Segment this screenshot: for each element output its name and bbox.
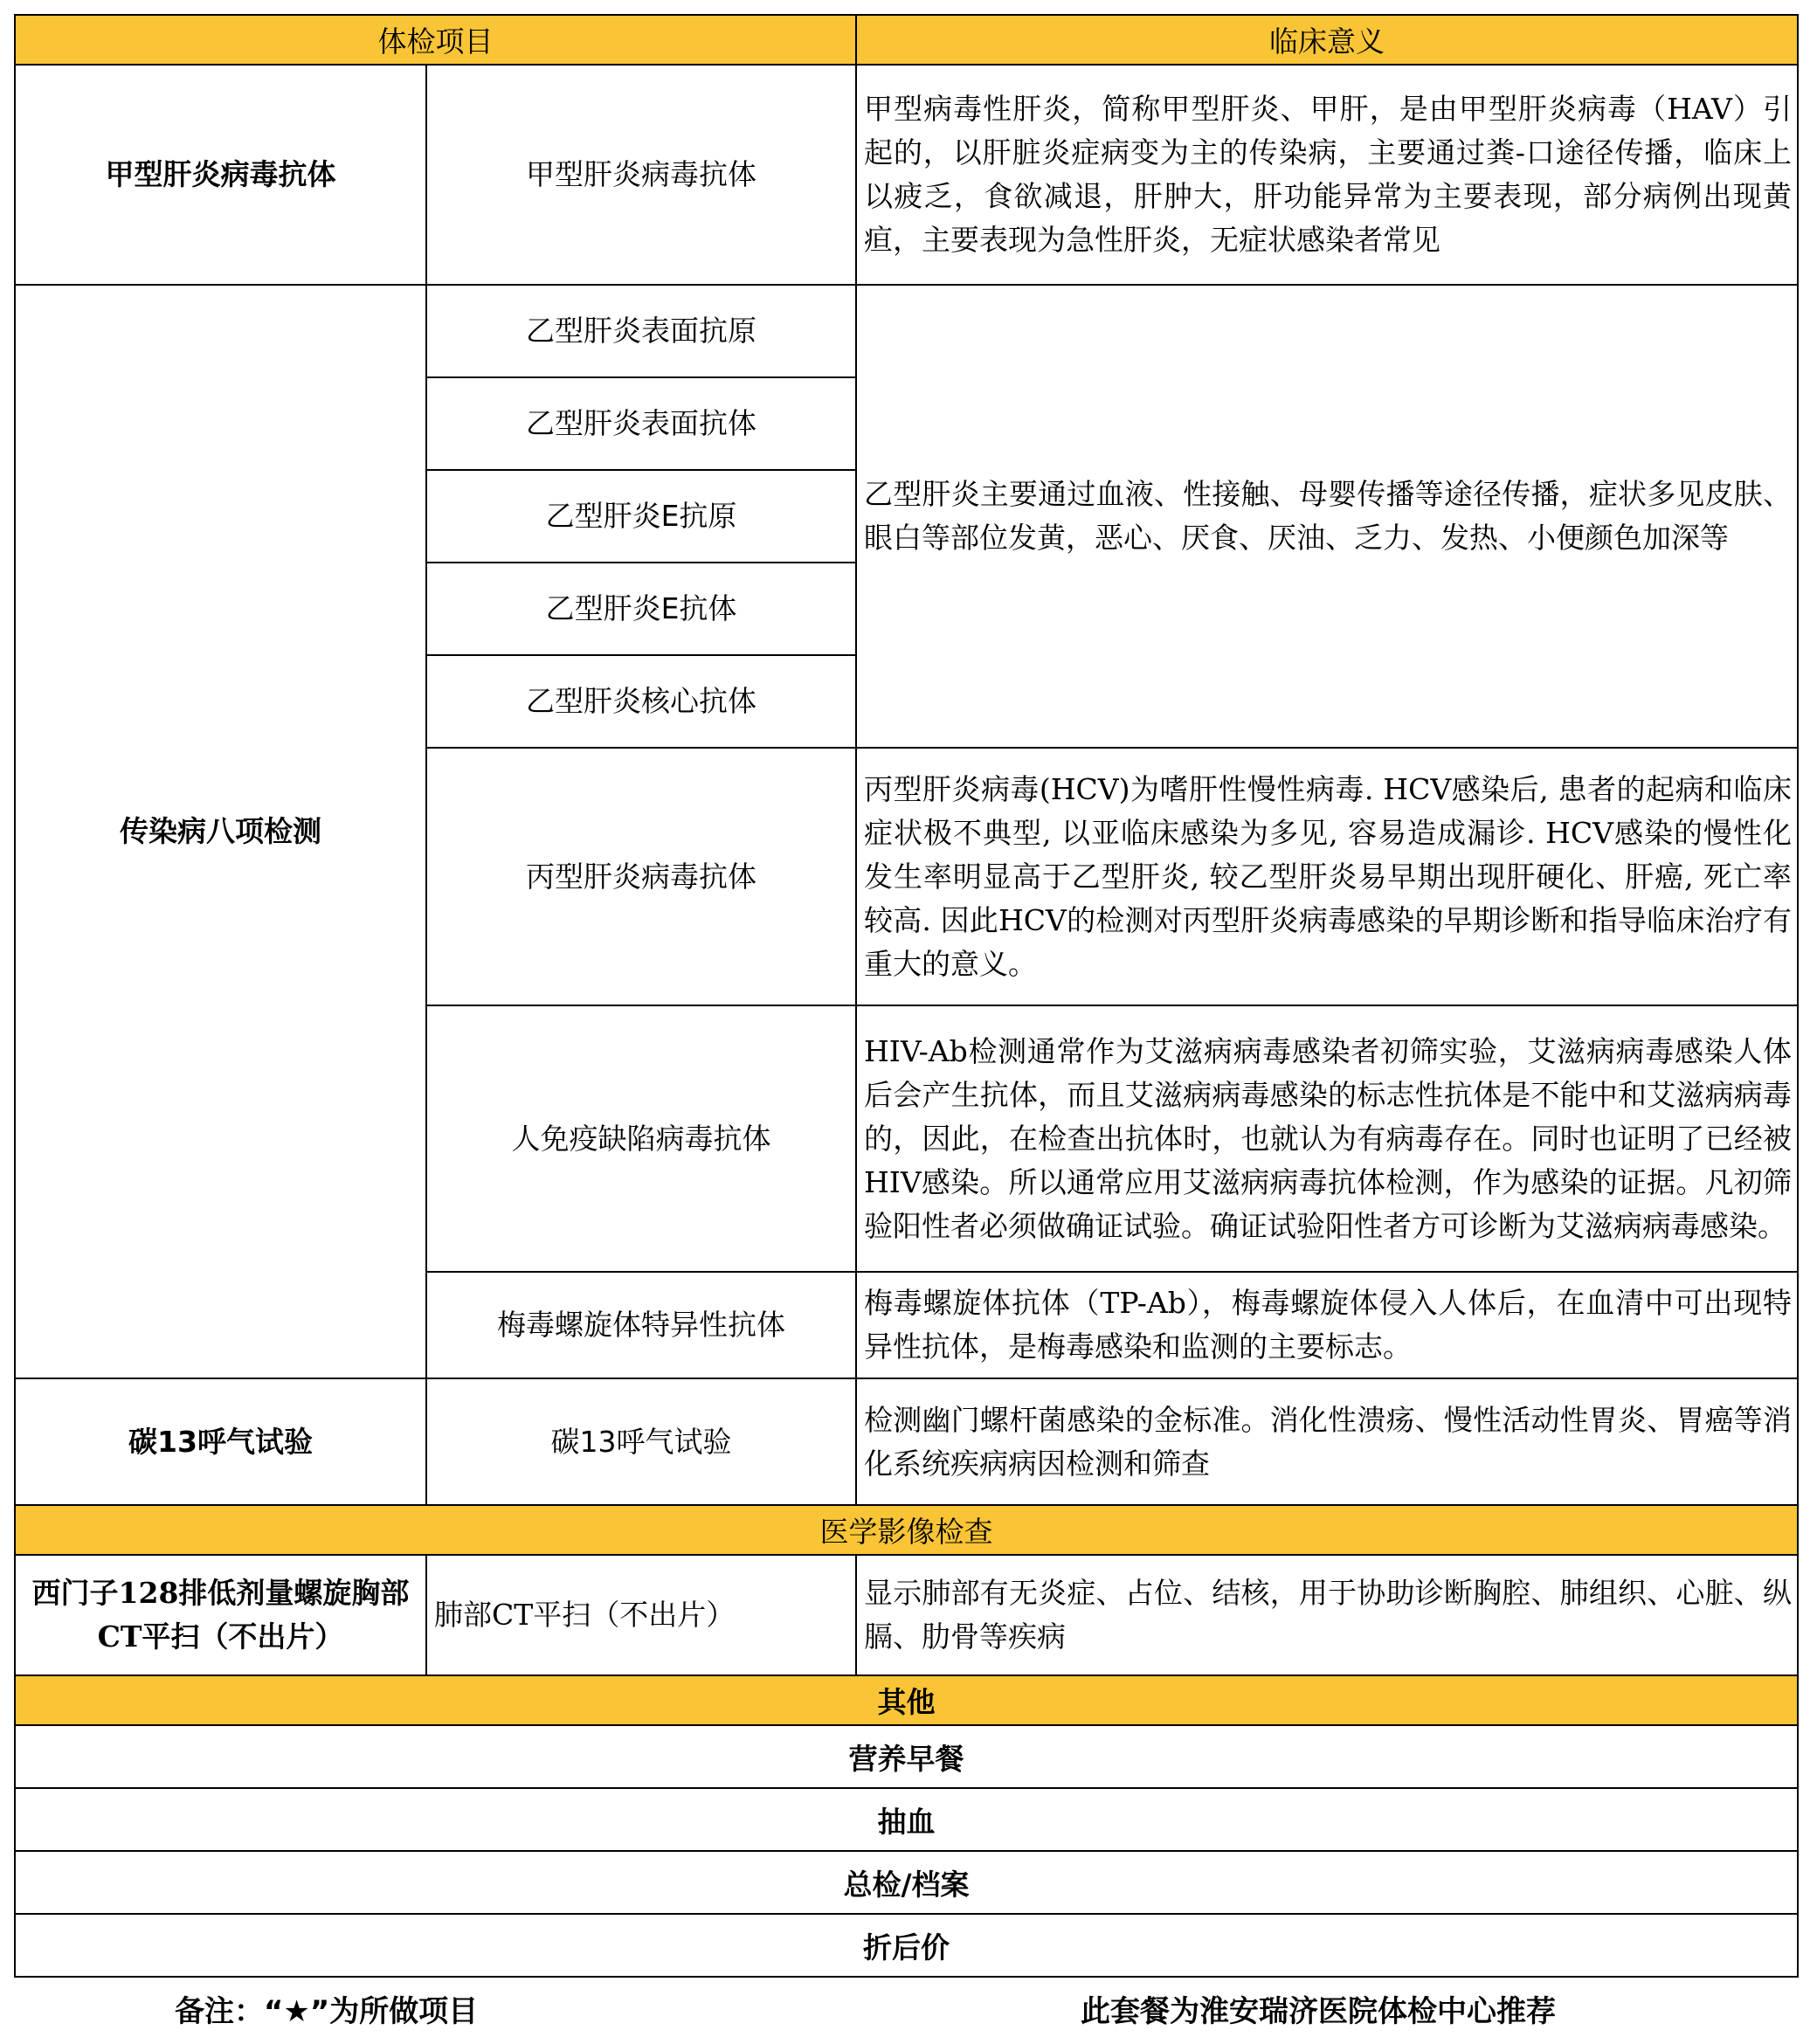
other-summary: 总检/档案 bbox=[15, 1851, 1798, 1914]
item-hiv: 人免疫缺陷病毒抗体 bbox=[426, 1005, 856, 1272]
desc-hcv: 丙型肝炎病毒(HCV)为嗜肝性慢性病毒. HCV感染后, 患者的起病和临床症状极不典型, 以亚临床感染为多见, 容易造成漏诊. HCV感染的慢性化发生率明显高于乙型肝炎, 较乙型肝炎易早期出现肝硬化、肝癌, 死亡率较高. 因此HCV的检测对丙型肝炎病毒感染的早期诊断和指导临床治疗有重大的意义。 bbox=[856, 748, 1798, 1005]
item-hbeag: 乙型肝炎E抗原 bbox=[426, 470, 856, 563]
header-item-col: 体检项目 bbox=[15, 15, 856, 65]
section-imaging: 医学影像检查 bbox=[15, 1505, 1798, 1555]
item-hbeab: 乙型肝炎E抗体 bbox=[426, 563, 856, 655]
category-infect: 传染病八项检测 bbox=[15, 285, 426, 1378]
item-c13: 碳13呼气试验 bbox=[426, 1378, 856, 1505]
item-hbcab: 乙型肝炎核心抗体 bbox=[426, 655, 856, 748]
desc-ct: 显示肺部有无炎症、占位、结核，用于协助诊断胸腔、肺组织、心脏、纵膈、肋骨等疾病 bbox=[856, 1555, 1798, 1675]
other-breakfast: 营养早餐 bbox=[15, 1725, 1798, 1788]
category-c13: 碳13呼气试验 bbox=[15, 1378, 426, 1505]
desc-c13: 检测幽门螺杆菌感染的金标准。消化性溃疡、慢性活动性胃炎、胃癌等消化系统疾病病因检测和筛查 bbox=[856, 1378, 1798, 1505]
desc-tp: 梅毒螺旋体抗体（TP-Ab），梅毒螺旋体侵入人体后，在血清中可出现特异性抗体，是梅毒感染和监测的主要标志。 bbox=[856, 1272, 1798, 1378]
desc-hbv: 乙型肝炎主要通过血液、性接触、母婴传播等途径传播，症状多见皮肤、眼白等部位发黄，恶心、厌食、厌油、乏力、发热、小便颜色加深等 bbox=[856, 285, 1798, 748]
item-hbsag: 乙型肝炎表面抗原 bbox=[426, 285, 856, 377]
footer-note: 备注：“★”为所做项目 bbox=[175, 1994, 479, 2029]
section-other: 其他 bbox=[15, 1675, 1798, 1725]
item-ct: 肺部CT平扫（不出片） bbox=[426, 1555, 856, 1675]
desc-hav: 甲型病毒性肝炎，简称甲型肝炎、甲肝，是由甲型肝炎病毒（HAV）引起的，以肝脏炎症病变为主的传染病，主要通过粪-口途径传播，临床上以疲乏，食欲减退，肝肿大，肝功能异常为主要表现，部分病例出现黄疸，主要表现为急性肝炎，无症状感染者常见 bbox=[856, 65, 1798, 285]
category-ct: 西门子128排低剂量螺旋胸部CT平扫（不出片） bbox=[15, 1555, 426, 1675]
exam-table bbox=[14, 14, 1799, 1978]
item-tp: 梅毒螺旋体特异性抗体 bbox=[426, 1272, 856, 1378]
footer-recommend: 此套餐为淮安瑞济医院体检中心推荐 bbox=[1081, 1994, 1556, 2029]
item-hbsab: 乙型肝炎表面抗体 bbox=[426, 377, 856, 470]
desc-hiv: HIV-Ab检测通常作为艾滋病病毒感染者初筛实验，艾滋病病毒感染人体后会产生抗体，而且艾滋病病毒感染的标志性抗体是不能中和艾滋病病毒的，因此，在检查出抗体时，也就认为有病毒存在。同时也证明了已经被HIV感染。所以通常应用艾滋病病毒抗体检测，作为感染的证据。凡初筛验阳性者必须做确证试验。确证试验阳性者方可诊断为艾滋病病毒感染。 bbox=[856, 1005, 1798, 1272]
item-hav: 甲型肝炎病毒抗体 bbox=[426, 65, 856, 285]
other-blood: 抽血 bbox=[15, 1788, 1798, 1851]
category-hav: 甲型肝炎病毒抗体 bbox=[15, 65, 426, 285]
item-hcv: 丙型肝炎病毒抗体 bbox=[426, 748, 856, 1005]
header-meaning-col: 临床意义 bbox=[856, 15, 1798, 65]
other-price: 折后价 bbox=[15, 1914, 1798, 1977]
